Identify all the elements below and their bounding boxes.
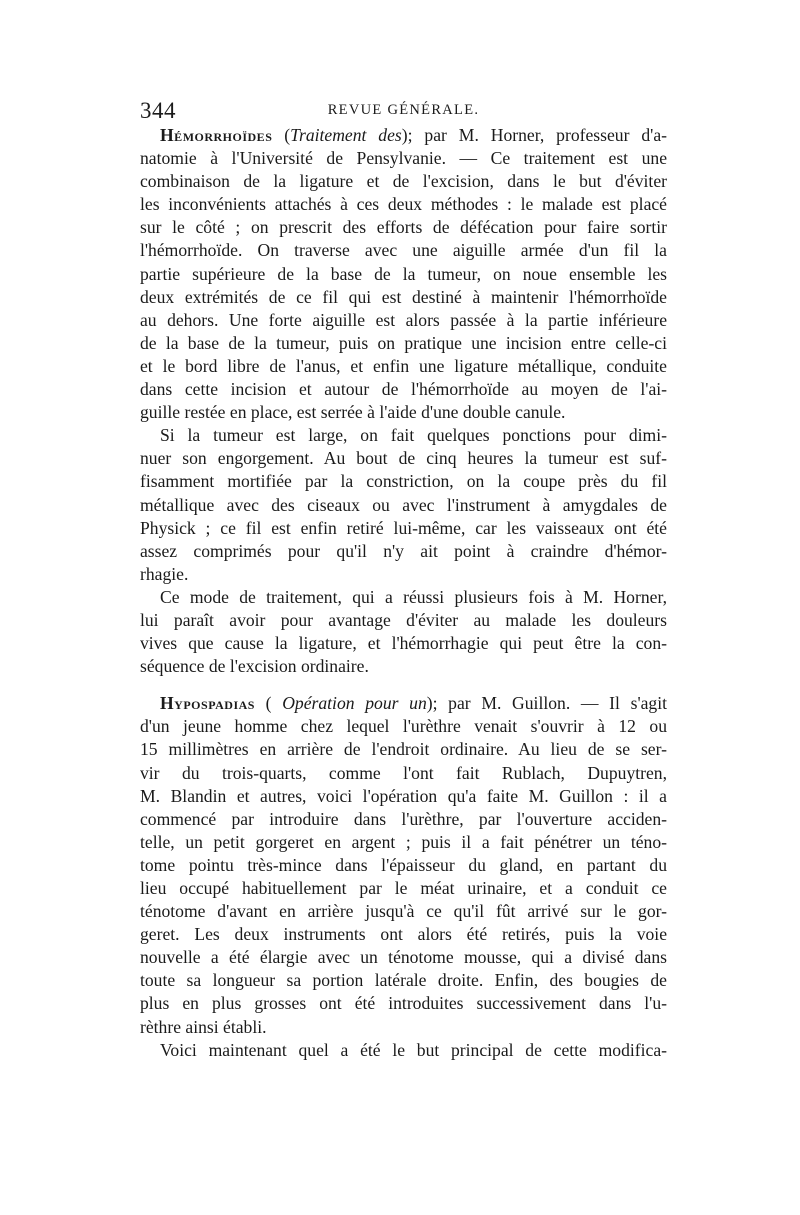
text-line: guille restée en place, est serrée à l'aide d'une double canule. bbox=[140, 402, 566, 423]
text-line: 15 millimètres en arrière de l'endroit ordinaire. Au lieu de se ser- bbox=[140, 739, 667, 760]
text-line: sur le côté ; on prescrit des efforts de défécation pour faire sortir bbox=[140, 217, 667, 238]
text-line: tome pointu très-mince dans l'épaisseur du gland, en partant du bbox=[140, 854, 667, 875]
text-line: Physick ; ce fil est enfin retiré lui-même, car les vaisseaux ont été bbox=[140, 517, 667, 538]
section-heading-line bbox=[140, 124, 667, 147]
heading-rest: ); par M. Guillon. — Il s'agit bbox=[426, 693, 668, 714]
section-heading: Hémorrhoïdes bbox=[160, 125, 273, 145]
text-line: lui paraît avoir pour avantage d'éviter au malade les douleurs bbox=[140, 609, 667, 630]
heading-paren: ( bbox=[272, 125, 291, 145]
text-line: ténotome d'avant en arrière jusqu'à ce qu'il fût arrivé sur le gor- bbox=[140, 901, 667, 922]
text-line: vives que cause la ligature, et l'hémorrhagie qui peut être la con- bbox=[140, 633, 667, 654]
text-line: métallique avec des ciseaux ou avec l'instrument à amygdales de bbox=[140, 494, 667, 515]
text-line: assez comprimés pour qu'il n'y ait point à craindre d'hémor- bbox=[140, 540, 667, 561]
text-line: les inconvénients attachés à ces deux méthodes : le malade est placé bbox=[140, 194, 667, 215]
text-line: plus en plus grosses ont été introduites successivement dans l'u- bbox=[140, 993, 667, 1014]
text-line: combinaison de la ligature et de l'excision, dans le but d'éviter bbox=[140, 171, 667, 192]
text-line: Si la tumeur est large, on fait quelques ponctions pour dimi- bbox=[160, 425, 667, 446]
section-subheading: Traitement des bbox=[290, 125, 402, 145]
text-line: natomie à l'Université de Pensylvanie. — Ce traitement est une bbox=[140, 148, 667, 169]
text-line: telle, un petit gorgeret en argent ; puis il a fait pénétrer un téno- bbox=[140, 831, 667, 852]
text-line: Voici maintenant quel a été le but principal de cette modifica- bbox=[160, 1039, 667, 1060]
section-subheading: Opération pour un bbox=[282, 693, 427, 714]
text-line: partie supérieure de la base de la tumeur, on noue ensemble les bbox=[140, 263, 667, 284]
text-line: rèthre ainsi établi. bbox=[140, 1016, 267, 1037]
text-line: de la base de la tumeur, puis on pratique une incision entre celle-ci bbox=[140, 332, 667, 353]
section-hypospadias bbox=[140, 692, 667, 1062]
text-line: au dehors. Une forte aiguille est alors passée à la partie inférieure bbox=[140, 309, 667, 330]
text-line: Ce mode de traitement, qui a réussi plusieurs fois à M. Horner, bbox=[160, 586, 667, 607]
text-line: et le bord libre de l'anus, et enfin une ligature métallique, conduite bbox=[140, 355, 667, 376]
text-line: nouvelle a été élargie avec un ténotome mousse, qui a divisé dans bbox=[140, 947, 667, 968]
page-header bbox=[140, 98, 667, 126]
text-line: toute sa longueur sa portion latérale droite. Enfin, des bougies de bbox=[140, 970, 667, 991]
section-gap bbox=[140, 678, 667, 692]
text-line: vir du trois-quarts, comme l'ont fait Rublach, Dupuytren, bbox=[140, 762, 667, 783]
section-hemorrhoides bbox=[140, 124, 667, 678]
page-body bbox=[140, 124, 667, 1062]
text-line: deux extrémités de ce fil qui est destiné à maintenir l'hémorrhoïde bbox=[140, 286, 667, 307]
section-heading: Hypospadias bbox=[160, 693, 255, 714]
text-line: séquence de l'excision ordinaire. bbox=[140, 656, 369, 677]
section-heading-line bbox=[140, 692, 667, 715]
text-line: commencé par introduire dans l'urèthre, par l'ouverture acciden- bbox=[140, 808, 667, 829]
text-line: geret. Les deux instruments ont alors été retirés, puis la voie bbox=[140, 924, 667, 945]
text-line: nuer son engorgement. Au bout de cinq heures la tumeur est suf- bbox=[140, 448, 667, 469]
text-line: l'hémorrhoïde. On traverse avec une aiguille armée d'un fil la bbox=[140, 240, 667, 261]
heading-paren: ( bbox=[254, 693, 283, 714]
text-line: lieu occupé habituellement par le méat urinaire, et a conduit ce bbox=[140, 878, 667, 898]
text-line: d'un jeune homme chez lequel l'urèthre venait s'ouvrir à 12 ou bbox=[140, 716, 667, 737]
page-number: 344 bbox=[140, 98, 176, 123]
text-line: dans cette incision et autour de l'hémorrhoïde au moyen de l'ai- bbox=[140, 379, 667, 400]
running-title: REVUE GÉNÉRALE. bbox=[327, 102, 480, 118]
text-line: fisamment mortifiée par la constriction, on la coupe près du fil bbox=[140, 471, 667, 492]
text-line: M. Blandin et autres, voici l'opération qu'a faite M. Guillon : il a bbox=[140, 785, 667, 806]
text-line: rhagie. bbox=[140, 563, 189, 584]
heading-rest: ); par M. Horner, professeur d'a- bbox=[401, 125, 668, 145]
